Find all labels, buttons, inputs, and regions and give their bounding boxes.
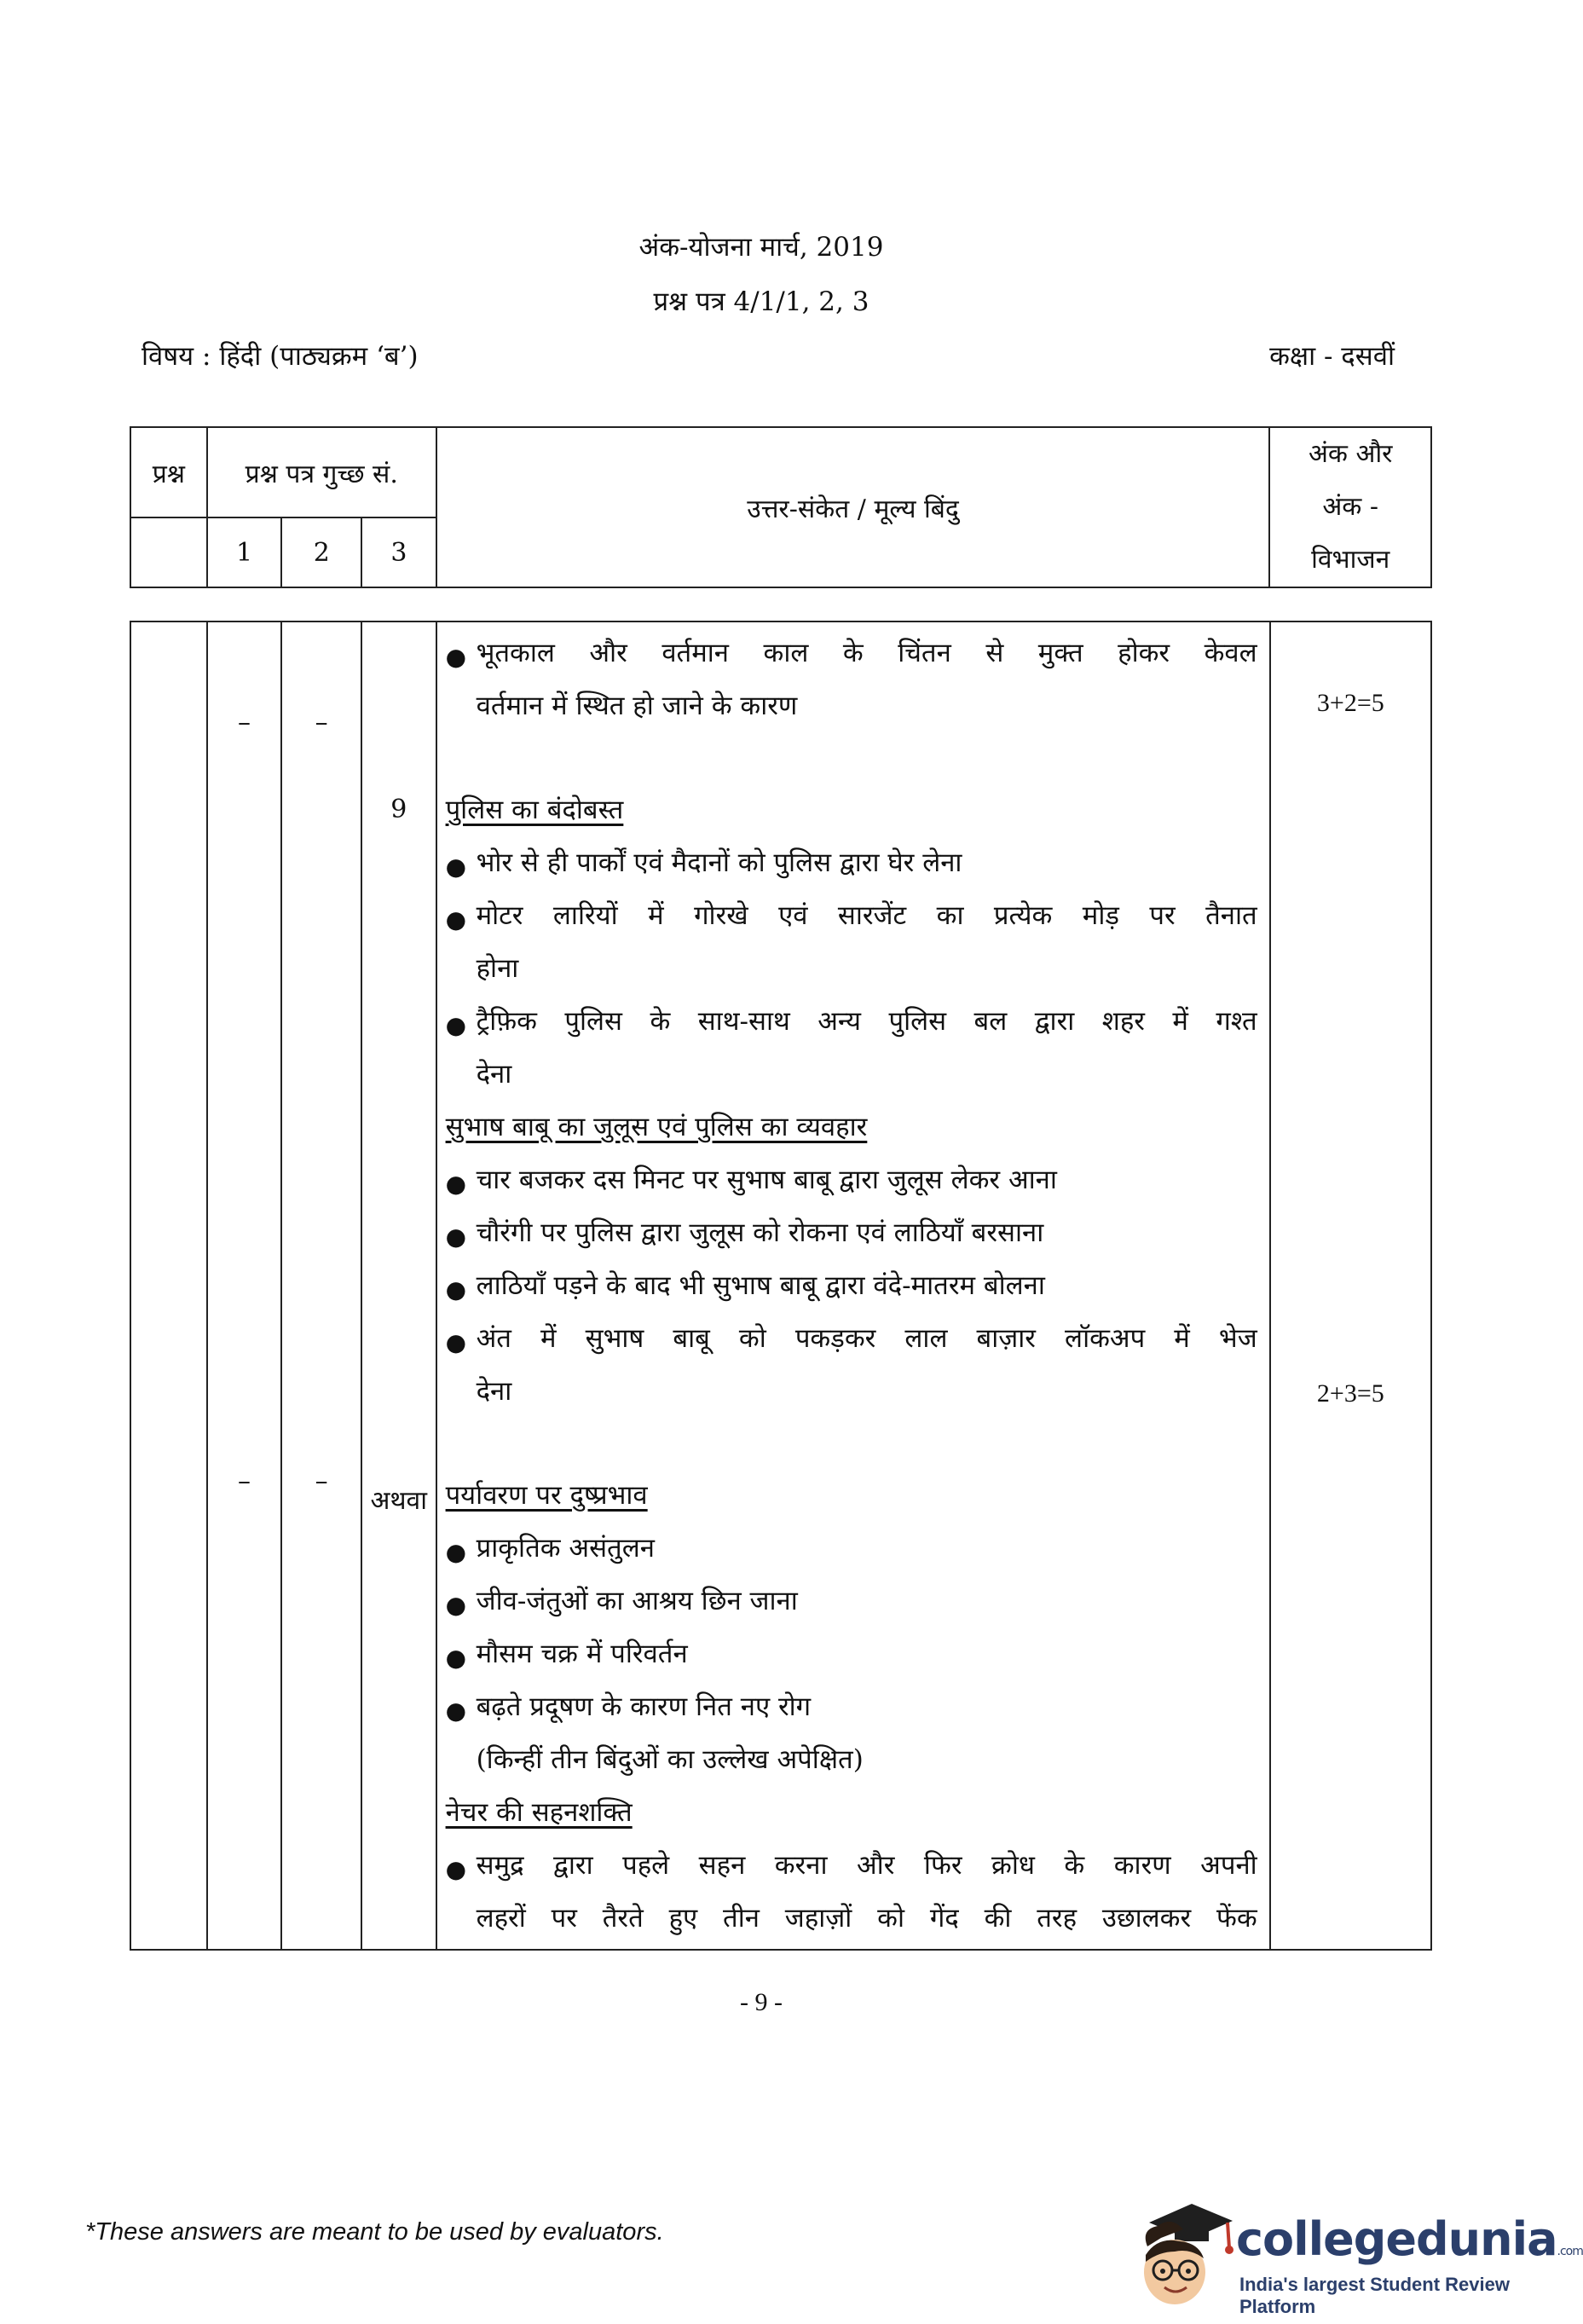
athva-set2: – xyxy=(315,1466,328,1496)
athva-set3: अथवा xyxy=(370,1486,428,1516)
col-marks-line1: अंक और xyxy=(1308,439,1393,469)
answer-b2-line1: मोटर लारियों में गोरखे एवं सारजेंट का प्रत्येक मोड़ पर तैनात xyxy=(476,900,1257,931)
answer-b12-line1: समुद्र द्वारा पहले सहन करना और फिर क्रोध के कारण अपनी xyxy=(476,1850,1257,1881)
q9-set2: – xyxy=(315,708,328,737)
col-question-blank xyxy=(130,517,207,587)
bullet-icon: ● xyxy=(445,1538,467,1566)
marks-column xyxy=(1270,621,1431,1950)
answer-b4: चार बजकर दस मिनट पर सुभाष बाबू द्वारा जुलूस लेकर आना xyxy=(476,1165,1057,1195)
answer-b6: लाठियाँ पड़ने के बाद भी सुभाष बाबू द्वारा वंदे-मातरम बोलना xyxy=(476,1270,1045,1301)
page-number: - 9 - xyxy=(740,1988,783,2016)
question-column xyxy=(130,621,207,1950)
answer-b11: बढ़ते प्रदूषण के कारण नित नए रोग xyxy=(476,1691,812,1722)
set-number-3: 3 xyxy=(361,517,436,587)
answer-b8: प्राकृतिक असंतुलन xyxy=(476,1533,655,1564)
marks-q9-part2: 2+3=5 xyxy=(1316,1379,1384,1408)
document-title: अंक-योजना मार्च, 2019 xyxy=(638,232,884,263)
answer-note: (किन्हीं तीन बिंदुओं का उल्लेख अपेक्षित) xyxy=(476,1744,864,1775)
answer-b0-line1: भूतकाल और वर्तमान काल के चिंतन से मुक्त होकर केवल xyxy=(476,638,1257,668)
class-label: कक्षा - दसवीं xyxy=(1269,341,1395,372)
footnote: *These answers are meant to be used by evaluators. xyxy=(85,2218,664,2246)
heading-procession: सुभाष बाबू का जुलूस एवं पुलिस का व्यवहार xyxy=(445,1112,868,1142)
set3-column xyxy=(361,621,436,1950)
logo-name: collegedunia xyxy=(1236,2212,1557,2266)
col-paper-set: प्रश्न पत्र गुच्छ सं. xyxy=(207,427,436,517)
answer-b3-line1: ट्रैफ़िक पुलिस के साथ-साथ अन्य पुलिस बल द्वारा शहर में गश्त xyxy=(476,1006,1257,1037)
heading-police-arrangement: पुलिस का बंदोबस्त xyxy=(445,795,624,825)
bullet-icon: ● xyxy=(445,1644,467,1672)
q9-set1: – xyxy=(237,708,251,737)
answer-b10: मौसम चक्र में परिवर्तन xyxy=(476,1639,688,1669)
answer-column xyxy=(436,621,1270,1950)
answer-b5: चौरंगी पर पुलिस द्वारा जुलूस को रोकना एवं लाठियाँ बरसाना xyxy=(476,1217,1044,1248)
logo-tagline: India's largest Student Review Platform xyxy=(1239,2274,1510,2317)
header-table xyxy=(130,426,1432,588)
subject-label: विषय : हिंदी (पाठ्यक्रम ‘ब’) xyxy=(142,341,419,372)
bullet-icon: ● xyxy=(445,1591,467,1619)
bullet-icon: ● xyxy=(445,853,467,881)
bullet-icon: ● xyxy=(445,1170,467,1198)
answer-b3-line2: देना xyxy=(476,1059,512,1090)
answer-b2-line2: होना xyxy=(476,953,519,984)
marks-q9: 3+2=5 xyxy=(1316,689,1384,717)
logo-suffix: .com xyxy=(1557,2245,1583,2258)
set-number-1: 1 xyxy=(207,517,282,587)
col-marks xyxy=(1269,427,1431,587)
set-number-2: 2 xyxy=(281,517,361,587)
collegedunia-logo xyxy=(1124,2195,1583,2317)
bullet-icon: ● xyxy=(445,1011,467,1039)
col-answer: उत्तर-संकेत / मूल्य बिंदु xyxy=(436,427,1270,587)
col-question: प्रश्न xyxy=(130,427,207,517)
col-marks-line3: विभाजन xyxy=(1311,545,1390,575)
bullet-icon: ● xyxy=(445,905,467,934)
bullet-icon: ● xyxy=(445,1328,467,1356)
set1-column xyxy=(207,621,282,1950)
bullet-icon: ● xyxy=(445,1697,467,1725)
set2-column xyxy=(281,621,361,1950)
col-marks-line2: अंक - xyxy=(1322,492,1379,522)
answer-b0-line2: वर्तमान में स्थित हो जाने के कारण xyxy=(476,691,798,721)
heading-nature-tolerance: नेचर की सहनशक्ति xyxy=(445,1797,633,1828)
heading-environment: पर्यावरण पर दुष्प्रभाव xyxy=(445,1480,648,1511)
answer-b12-line2: लहरों पर तैरते हुए तीन जहाज़ों को गेंद की तरह उछालकर फेंक xyxy=(476,1903,1257,1934)
answer-table xyxy=(130,621,1432,1951)
paper-code: प्रश्न पत्र 4/1/1, 2, 3 xyxy=(653,286,869,317)
bullet-icon: ● xyxy=(445,1275,467,1304)
bullet-icon: ● xyxy=(445,643,467,671)
athva-set1: – xyxy=(237,1466,251,1496)
bullet-icon: ● xyxy=(445,1855,467,1883)
answer-b9: जीव-जंतुओं का आश्रय छिन जाना xyxy=(476,1586,798,1616)
mascot-icon xyxy=(1124,2195,1234,2315)
answer-b7-line2: देना xyxy=(476,1376,512,1407)
bullet-icon: ● xyxy=(445,1223,467,1251)
q9-set3: 9 xyxy=(390,795,407,824)
answer-b1: भोर से ही पार्कों एवं मैदानों को पुलिस द्वारा घेर लेना xyxy=(476,847,962,878)
answer-b7-line1: अंत में सुभाष बाबू को पकड़कर लाल बाज़ार लॉकअप में भेज xyxy=(476,1323,1257,1354)
